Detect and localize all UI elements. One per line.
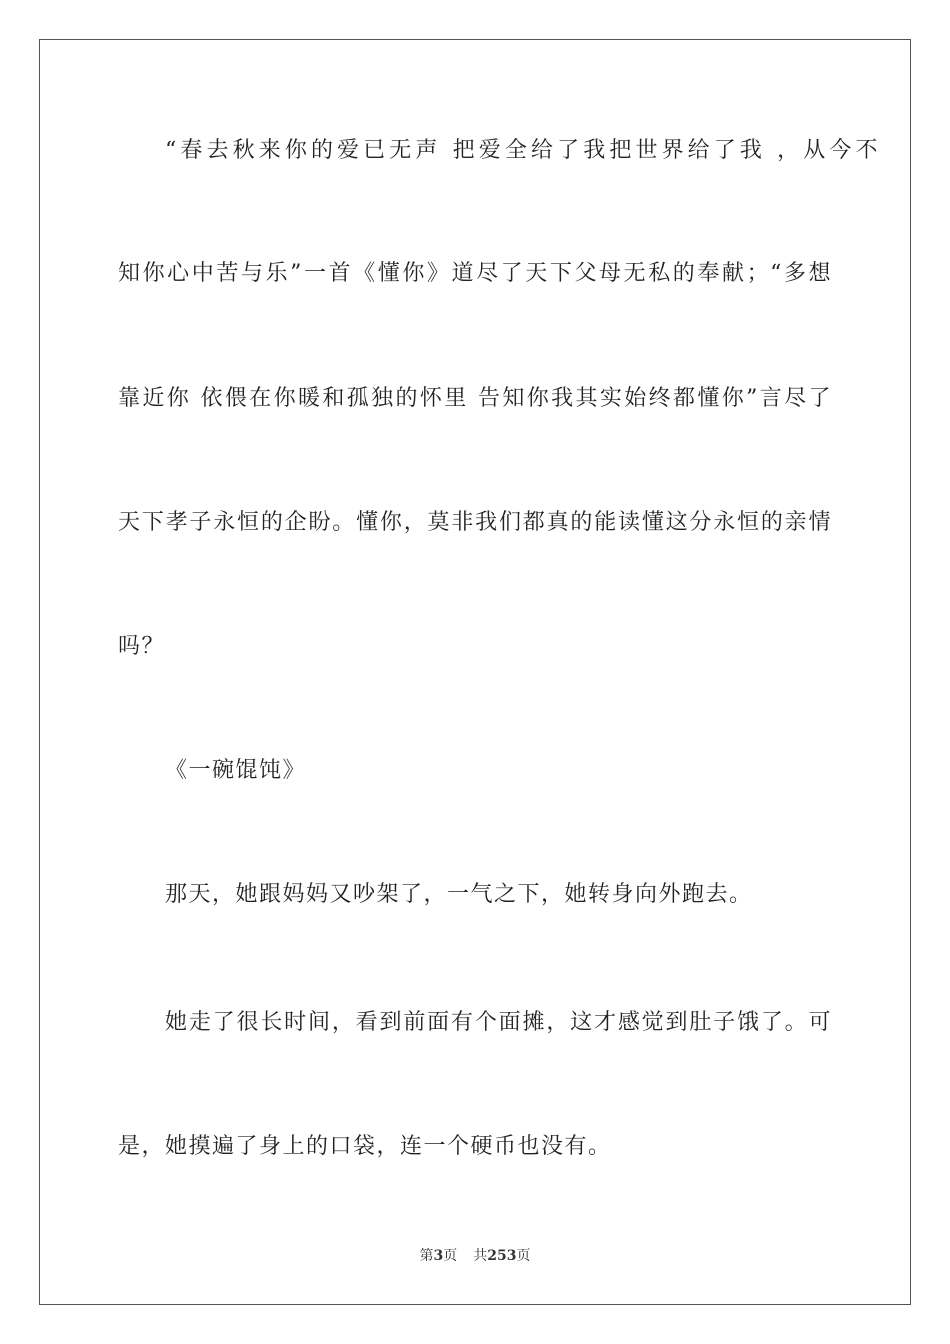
page-border — [39, 39, 911, 1305]
footer-total-prefix: 共 — [473, 1248, 488, 1264]
paragraph-3-line-1: 她走了很长时间，看到前面有个面摊，这才感觉到肚子饿了。可 — [165, 1010, 832, 1035]
paragraph-2-line-1: 那天，她跟妈妈又吵架了，一气之下，她转身向外跑去。 — [165, 882, 753, 907]
footer-total-number: 253 — [487, 1248, 517, 1264]
footer-page-suffix: 页 — [443, 1248, 458, 1264]
paragraph-1-line-3: 靠近你 依偎在你暖和孤独的怀里 告知你我其实始终都懂你”言尽了 — [118, 386, 832, 411]
section-title: 《一碗馄饨》 — [165, 758, 307, 783]
footer-total-suffix: 页 — [516, 1248, 531, 1264]
paragraph-3-line-2: 是，她摸遍了身上的口袋，连一个硬币也没有。 — [118, 1134, 612, 1159]
paragraph-1-line-1: “春去秋来你的爱已无声 把爱全给了我把世界给了我 ，从今不 — [165, 138, 879, 163]
footer-page-prefix: 第 — [419, 1248, 434, 1264]
page-footer — [0, 1247, 950, 1265]
paragraph-1-line-4: 天下孝子永恒的企盼。懂你，莫非我们都真的能读懂这分永恒的亲情 — [118, 510, 832, 535]
footer-page-number: 3 — [433, 1248, 444, 1264]
paragraph-1-line-2: 知你心中苦与乐”一首《懂你》道尽了天下父母无私的奉献；“多想 — [118, 261, 832, 286]
paragraph-1-line-5: 吗？ — [118, 634, 166, 659]
